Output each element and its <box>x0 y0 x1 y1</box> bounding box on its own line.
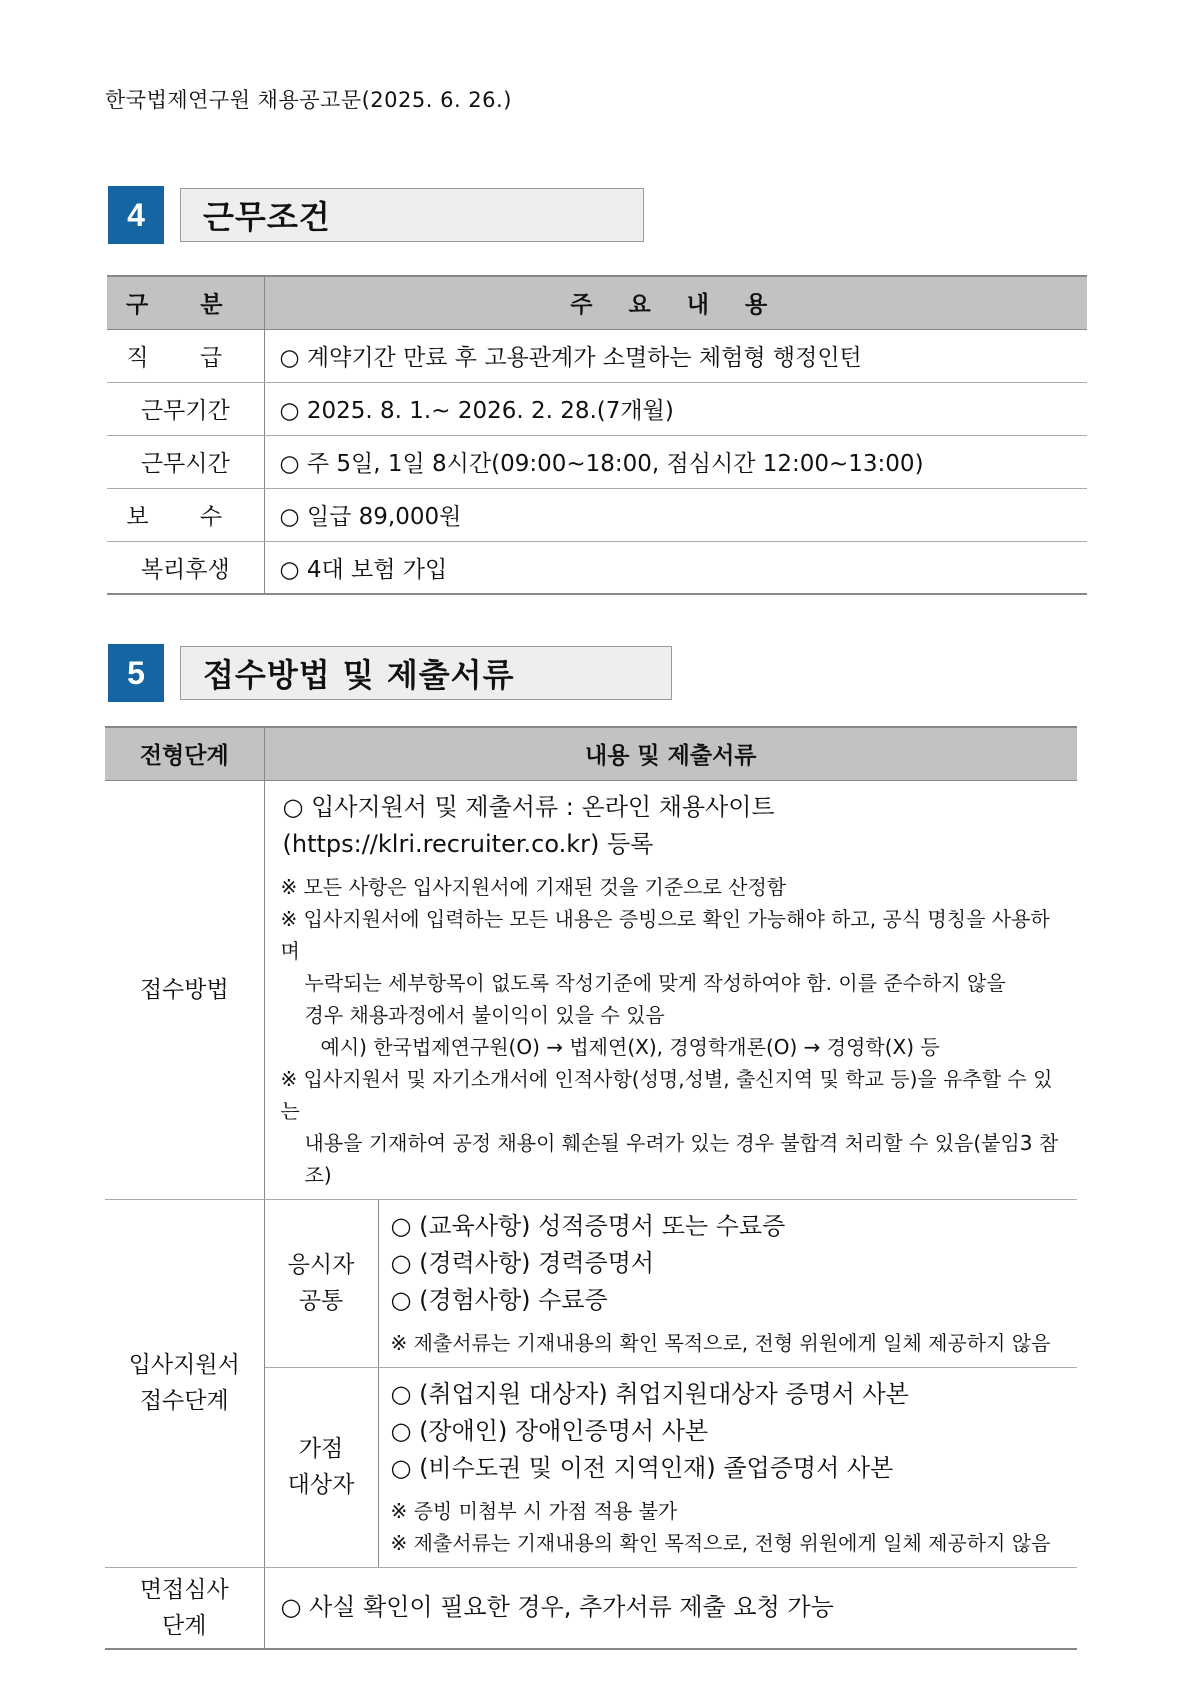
label-line: 면접심사 <box>139 1576 229 1603</box>
note: 경우 채용과정에서 불이익이 있을 수 있음 <box>304 1002 665 1027</box>
row-label: 접수방법 <box>105 780 264 1199</box>
label-line: 대상자 <box>287 1472 355 1498</box>
document-header: 한국법제연구원 채용공고문(2025. 6. 26.) <box>105 88 512 112</box>
label-line: 단계 <box>162 1612 207 1639</box>
row-content <box>264 780 1077 1199</box>
label-line: 공통 <box>298 1288 344 1314</box>
section-4-heading <box>108 186 644 244</box>
column-header: 주 요 내 용 <box>264 276 1087 329</box>
reception-main: ○ 입사지원서 및 제출서류 : 온라인 채용사이트(https://klri.recruiter.co.kr) 등록 <box>282 792 775 858</box>
note: ※ 제출서류는 기재내용의 확인 목적으로, 전형 위원에게 일체 제공하지 않음 <box>390 1530 1051 1555</box>
row-content <box>264 1567 1077 1649</box>
row-content: ○ 4대 보험 가입 <box>264 541 1087 594</box>
table-row <box>107 488 1087 541</box>
label-line: 입사지원서 <box>128 1352 240 1378</box>
sub-label <box>264 1367 378 1567</box>
row-content: ○ 2025. 8. 1.~ 2026. 2. 28.(7개월) <box>264 382 1087 435</box>
list-item: ○ (경험사항) 수료증 <box>390 1285 608 1314</box>
column-header: 전형단계 <box>105 727 264 780</box>
row-label: 복리후생 <box>107 541 264 594</box>
section-number: 5 <box>108 644 164 702</box>
note: ※ 입사지원서에 입력하는 모든 내용은 증빙으로 확인 가능해야 하고, 공식 명칭을 사용하며 <box>280 906 1050 963</box>
row-label: 직 급 <box>107 329 264 382</box>
work-conditions-table <box>107 275 1087 595</box>
row-label <box>105 1567 264 1649</box>
table-header-row <box>107 276 1087 329</box>
table-row-application-common <box>105 1199 1077 1367</box>
table-row <box>107 541 1087 594</box>
note: 누락되는 세부항목이 없도록 작성기준에 맞게 작성하여야 함. 이를 준수하지 않을 <box>304 970 1006 995</box>
table-row-interview <box>105 1567 1077 1649</box>
label-line: 접수단계 <box>139 1388 229 1414</box>
table-header-row <box>105 727 1077 780</box>
row-label: 보 수 <box>107 488 264 541</box>
interview-content: ○ 사실 확인이 필요한 경우, 추가서류 제출 요청 가능 <box>280 1593 834 1622</box>
section-number: 4 <box>108 186 164 244</box>
table-row <box>107 382 1087 435</box>
row-content <box>378 1199 1077 1367</box>
table-row <box>107 329 1087 382</box>
section-title: 근무조건 <box>180 188 644 242</box>
list-item: ○ (취업지원 대상자) 취업지원대상자 증명서 사본 <box>390 1379 909 1408</box>
label-line: 가점 <box>298 1436 344 1462</box>
note-example: 예시) 한국법제연구원(O) → 법제연(X), 경영학개론(O) → 경영학(X) 등 <box>320 1034 940 1059</box>
row-content <box>378 1367 1077 1567</box>
list-item: ○ (교육사항) 성적증명서 또는 수료증 <box>390 1211 786 1240</box>
row-content: ○ 일급 89,000원 <box>264 488 1087 541</box>
note: 내용을 기재하여 공정 채용이 훼손될 우려가 있는 경우 불합격 처리할 수 있음(붙임3 참조) <box>304 1130 1059 1187</box>
list-item: ○ (비수도권 및 이전 지역인재) 졸업증명서 사본 <box>390 1453 894 1482</box>
row-content: ○ 계약기간 만료 후 고용관계가 소멸하는 체험형 행정인턴 <box>264 329 1087 382</box>
section-5-heading <box>108 644 672 702</box>
column-header: 내용 및 제출서류 <box>264 727 1077 780</box>
application-documents-table <box>105 726 1077 1650</box>
label-line: 응시자 <box>287 1252 355 1278</box>
note: ※ 입사지원서 및 자기소개서에 인적사항(성명,성별, 출신지역 및 학교 등)을 유추할 수 있는 <box>280 1066 1053 1123</box>
row-content: ○ 주 5일, 1일 8시간(09:00~18:00, 점심시간 12:00~13:00) <box>264 435 1087 488</box>
row-label <box>105 1199 264 1567</box>
note: ※ 증빙 미첨부 시 가점 적용 불가 <box>390 1498 678 1523</box>
sub-label <box>264 1199 378 1367</box>
row-label: 근무시간 <box>107 435 264 488</box>
section-title: 접수방법 및 제출서류 <box>180 646 672 700</box>
note: ※ 모든 사항은 입사지원서에 기재된 것을 기준으로 산정함 <box>280 874 787 899</box>
table-row-reception <box>105 780 1077 1199</box>
row-label: 근무기간 <box>107 382 264 435</box>
table-row <box>107 435 1087 488</box>
list-item: ○ (경력사항) 경력증명서 <box>390 1248 655 1277</box>
column-header: 구 분 <box>107 276 264 329</box>
note: ※ 제출서류는 기재내용의 확인 목적으로, 전형 위원에게 일체 제공하지 않음 <box>390 1330 1051 1355</box>
list-item: ○ (장애인) 장애인증명서 사본 <box>390 1416 709 1445</box>
